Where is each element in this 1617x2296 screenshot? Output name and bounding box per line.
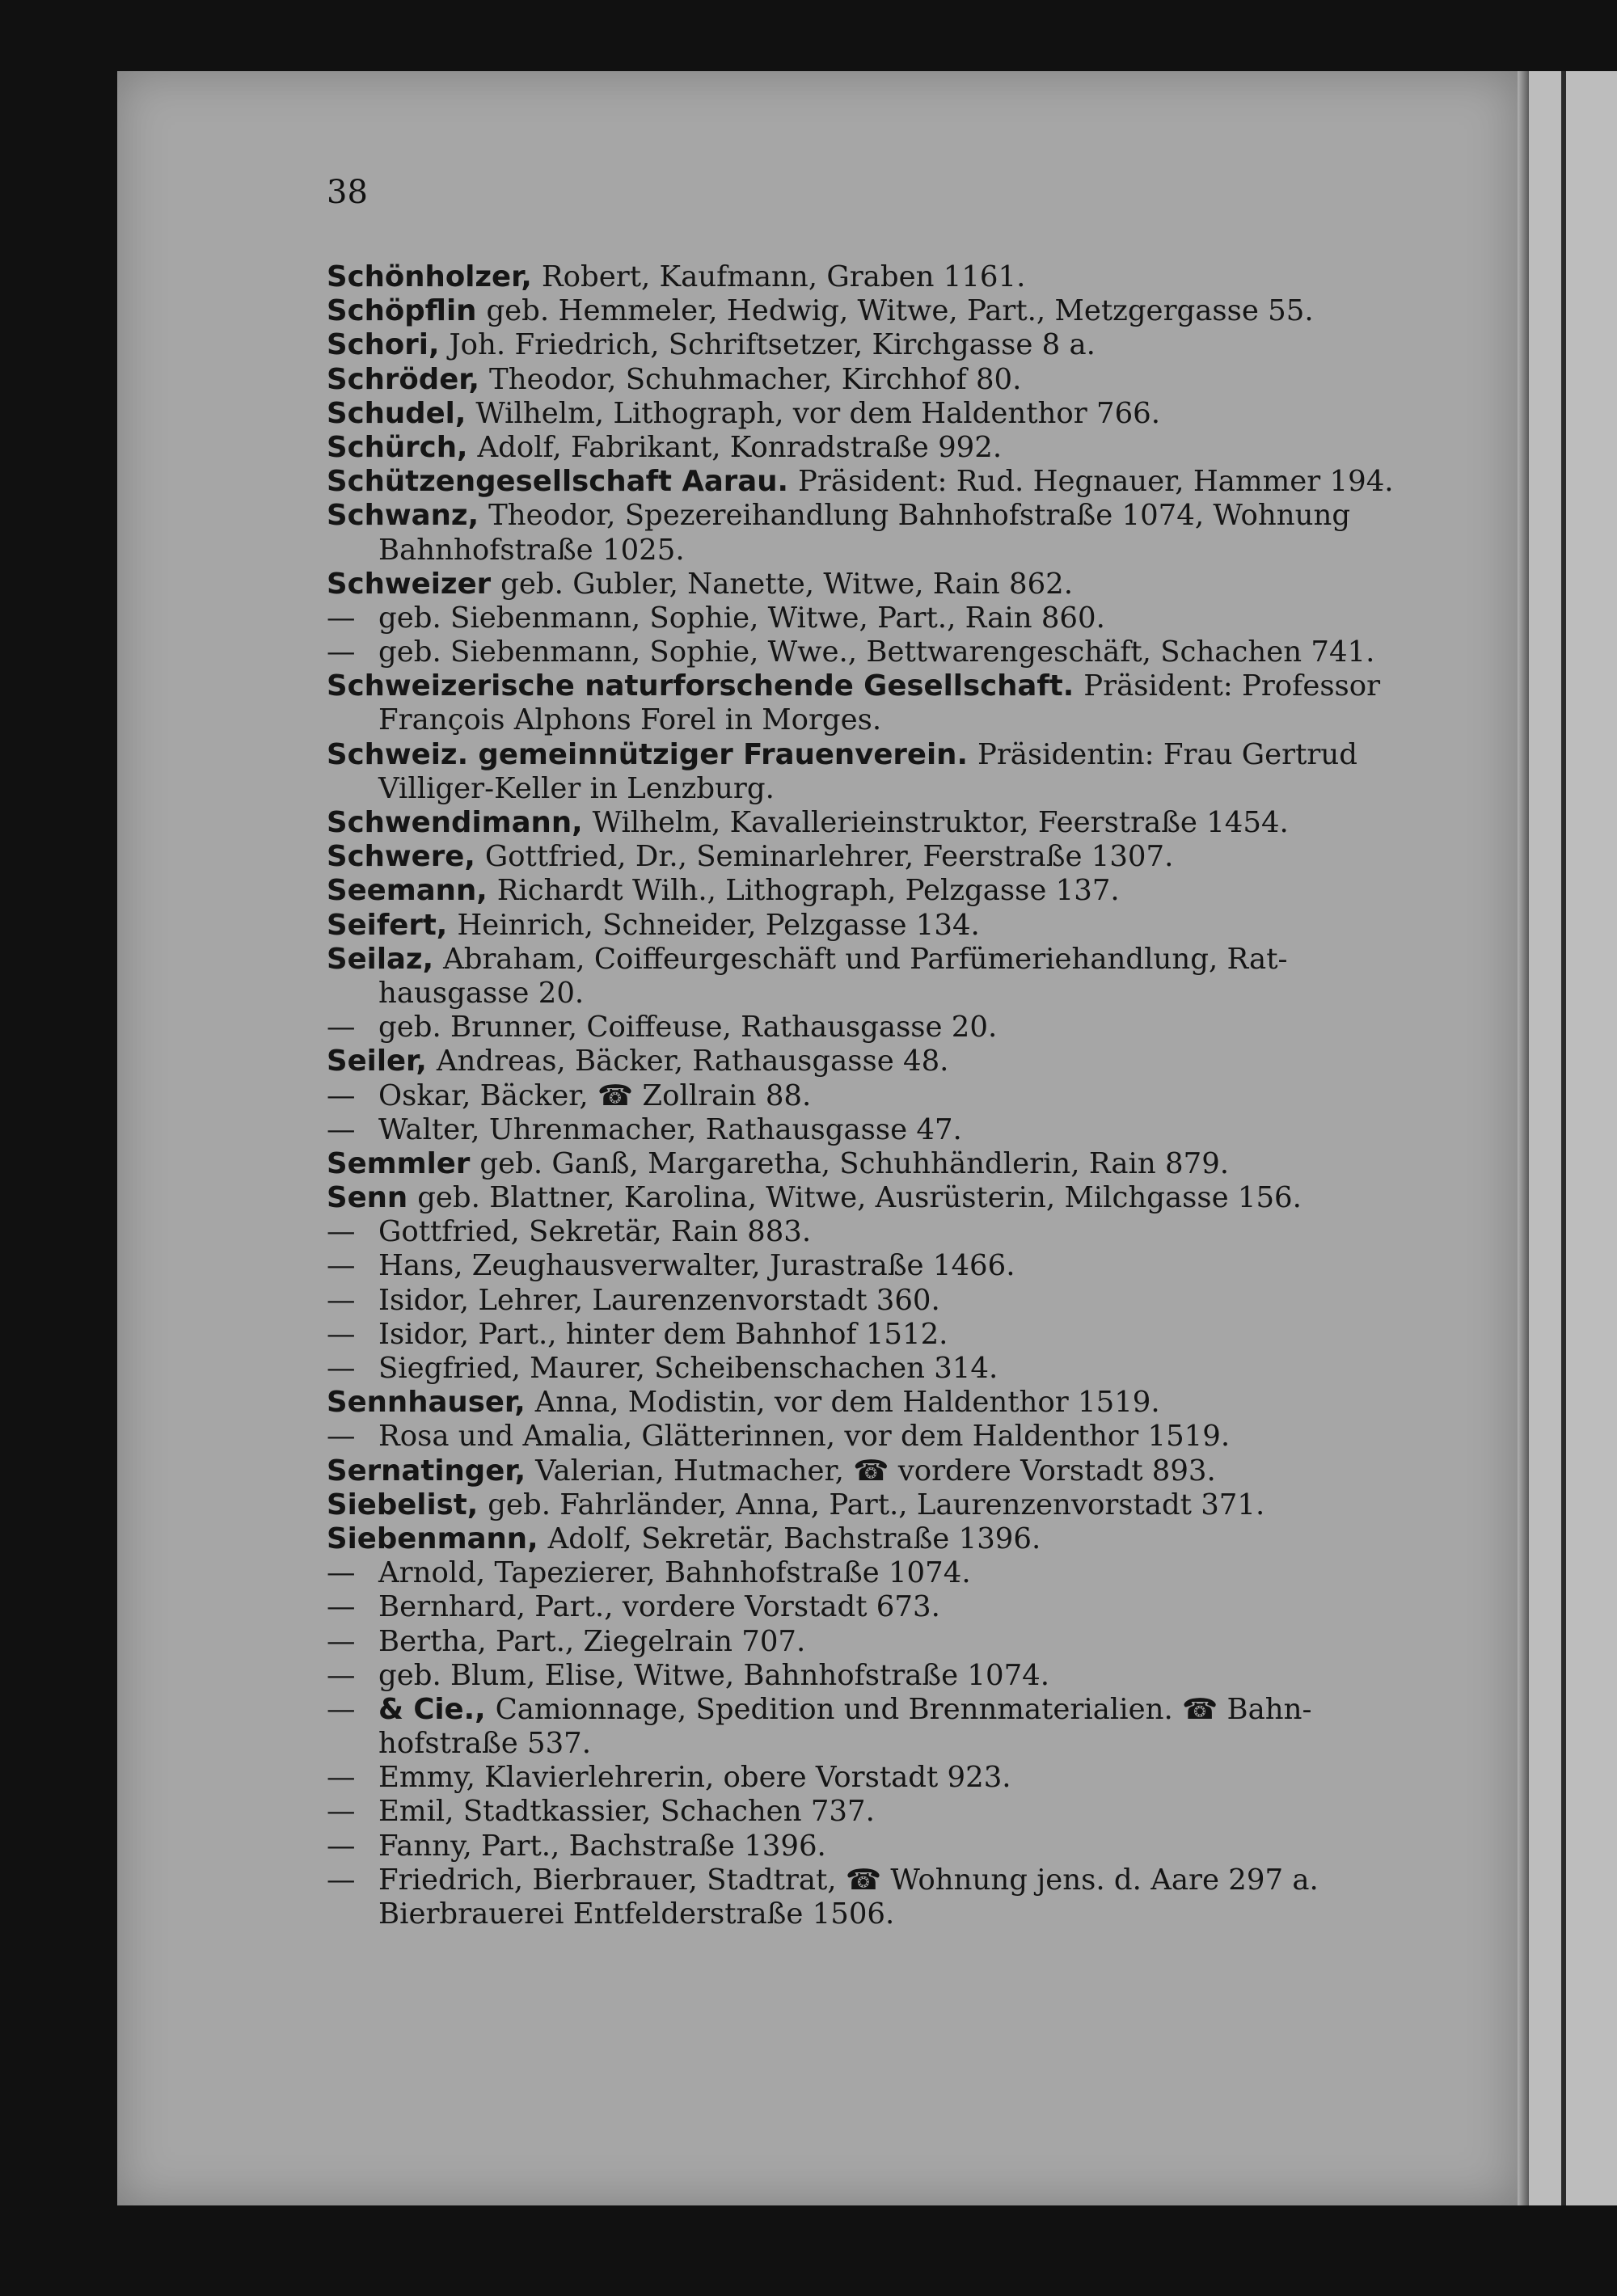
directory-line bbox=[327, 397, 1402, 431]
directory-line bbox=[327, 1556, 1402, 1590]
directory-entries bbox=[327, 260, 1402, 1931]
directory-line bbox=[327, 1318, 1402, 1352]
ditto-dash: — bbox=[327, 1624, 356, 1658]
adjacent-page-edge bbox=[1529, 71, 1617, 2205]
directory-line bbox=[327, 431, 1402, 465]
entry-text: Richardt Wilh., Lithograph, Pelzgasse 137. bbox=[496, 874, 1120, 908]
ditto-dash: — bbox=[327, 1658, 356, 1692]
ditto-dash: — bbox=[327, 1078, 356, 1112]
directory-line bbox=[327, 943, 1402, 977]
directory-line bbox=[327, 806, 1402, 840]
entry-text: Heinrich, Schneider, Pelzgasse 134. bbox=[457, 908, 980, 942]
entry-text: geb. Blum, Elise, Witwe, Bahnhofstraße 1074. bbox=[378, 1658, 1050, 1692]
directory-line bbox=[327, 328, 1402, 362]
entry-name: Schröder, bbox=[327, 362, 480, 396]
entry-text: Anna, Modistin, vor dem Haldenthor 1519. bbox=[534, 1386, 1160, 1420]
entry-text: Bertha, Part., Ziegelrain 707. bbox=[378, 1624, 806, 1658]
entry-text: Bahnhofstraße 1025. bbox=[378, 533, 685, 567]
entry-name: Siebelist, bbox=[327, 1488, 479, 1522]
directory-line bbox=[327, 1249, 1402, 1283]
entry-name: Siebenmann, bbox=[327, 1522, 538, 1555]
directory-line bbox=[327, 1488, 1402, 1522]
entry-name: Schweizerische naturforschende Gesellschaft. bbox=[327, 669, 1074, 703]
directory-line bbox=[327, 772, 1402, 806]
entry-name: Schori, bbox=[327, 328, 440, 362]
ditto-dash: — bbox=[327, 1011, 356, 1045]
entry-text: geb. Brunner, Coiffeuse, Rathausgasse 20. bbox=[378, 1011, 998, 1045]
ditto-dash: — bbox=[327, 1283, 356, 1317]
ditto-dash: — bbox=[327, 1863, 356, 1897]
entry-text: Theodor, Schuhmacher, Kirchhof 80. bbox=[489, 362, 1022, 396]
ditto-dash: — bbox=[327, 1112, 356, 1146]
entry-name: Schützengesellschaft Aarau. bbox=[327, 465, 788, 499]
entry-text: Emmy, Klavierlehrerin, obere Vorstadt 923. bbox=[378, 1761, 1011, 1795]
edge-line bbox=[1561, 71, 1566, 2205]
entry-text: Gottfried, Sekretär, Rain 883. bbox=[378, 1215, 812, 1249]
entry-text: Präsidentin: Frau Gertrud bbox=[977, 737, 1357, 771]
entry-text: Isidor, Part., hinter dem Bahnhof 1512. bbox=[378, 1317, 948, 1351]
directory-line bbox=[327, 1693, 1402, 1727]
entry-name: Schwendimann, bbox=[327, 806, 583, 839]
directory-line bbox=[327, 1420, 1402, 1454]
directory-line bbox=[327, 1830, 1402, 1863]
directory-line bbox=[327, 635, 1402, 669]
directory-line bbox=[327, 1522, 1402, 1556]
ditto-dash: — bbox=[327, 1761, 356, 1795]
entry-text: Villiger-Keller in Lenzburg. bbox=[378, 771, 775, 805]
directory-line bbox=[327, 1045, 1402, 1078]
ditto-dash: — bbox=[327, 601, 356, 635]
entry-text: geb. Siebenmann, Sophie, Witwe, Part., Rain 860. bbox=[378, 601, 1105, 635]
entry-text: Emil, Stadtkassier, Schachen 737. bbox=[378, 1795, 875, 1829]
entry-text: hofstraße 537. bbox=[378, 1727, 592, 1761]
directory-line bbox=[327, 1079, 1402, 1113]
directory-line bbox=[327, 1727, 1402, 1761]
ditto-dash: — bbox=[327, 635, 356, 669]
entry-name: Schönholzer, bbox=[327, 260, 532, 293]
entry-text: Valerian, Hutmacher, ☎ vordere Vorstadt 893. bbox=[535, 1454, 1216, 1488]
entry-name: Schudel, bbox=[327, 396, 467, 430]
directory-line bbox=[327, 1147, 1402, 1181]
entry-text: Joh. Friedrich, Schriftsetzer, Kirchgasse 8 a. bbox=[449, 328, 1096, 362]
ditto-dash: — bbox=[327, 1556, 356, 1590]
entry-text: Adolf, Fabrikant, Konradstraße 992. bbox=[477, 430, 1003, 464]
entry-name: Sernatinger, bbox=[327, 1454, 526, 1488]
entry-text: Isidor, Lehrer, Laurenzenvorstadt 360. bbox=[378, 1283, 940, 1317]
directory-line bbox=[327, 1352, 1402, 1386]
entry-text: geb. Fahrländer, Anna, Part., Laurenzenvorstadt 371. bbox=[488, 1488, 1265, 1522]
ditto-dash: — bbox=[327, 1317, 356, 1351]
entry-text: geb. Hemmeler, Hedwig, Witwe, Part., Metzgergasse 55. bbox=[486, 294, 1314, 328]
entry-text: Bierbrauerei Entfelderstraße 1506. bbox=[378, 1897, 895, 1931]
ditto-dash: — bbox=[327, 1352, 356, 1385]
entry-text: Walter, Uhrenmacher, Rathausgasse 47. bbox=[378, 1112, 962, 1146]
directory-line bbox=[327, 874, 1402, 908]
entry-text: Friedrich, Bierbrauer, Stadtrat, ☎ Wohnung jens. d. Aare 297 a. bbox=[378, 1863, 1319, 1897]
directory-line bbox=[327, 1181, 1402, 1215]
entry-name: Schürch, bbox=[327, 430, 468, 464]
directory-line bbox=[327, 534, 1402, 568]
directory-line bbox=[327, 1215, 1402, 1249]
entry-name: Seiler, bbox=[327, 1045, 427, 1078]
entry-text: Theodor, Spezereihandlung Bahnhofstraße 1074, Wohnung bbox=[488, 499, 1351, 533]
entry-text: Gottfried, Dr., Seminarlehrer, Feerstraße 1307. bbox=[484, 840, 1174, 874]
directory-line bbox=[327, 294, 1402, 328]
entry-name: & Cie., bbox=[378, 1692, 486, 1726]
directory-line bbox=[327, 568, 1402, 601]
entry-name: Seilaz, bbox=[327, 942, 434, 976]
entry-text: Wilhelm, Lithograph, vor dem Haldenthor 766. bbox=[475, 396, 1161, 430]
entry-text: Arnold, Tapezierer, Bahnhofstraße 1074. bbox=[378, 1556, 971, 1590]
directory-line bbox=[327, 1284, 1402, 1318]
entry-text: Oskar, Bäcker, ☎ Zollrain 88. bbox=[378, 1078, 812, 1112]
directory-line bbox=[327, 1761, 1402, 1795]
entry-name: Schweiz. gemeinnütziger Frauenverein. bbox=[327, 737, 968, 771]
entry-text: geb. Siebenmann, Sophie, Wwe., Bettwarengeschäft, Schachen 741. bbox=[378, 635, 1375, 669]
directory-line bbox=[327, 977, 1402, 1011]
directory-line bbox=[327, 363, 1402, 397]
directory-line bbox=[327, 1659, 1402, 1693]
directory-line bbox=[327, 703, 1402, 737]
directory-line bbox=[327, 909, 1402, 943]
directory-line bbox=[327, 1795, 1402, 1829]
entry-text: Robert, Kaufmann, Graben 1161. bbox=[541, 260, 1026, 293]
entry-text: Siegfried, Maurer, Scheibenschachen 314. bbox=[378, 1352, 998, 1385]
entry-name: Schwanz, bbox=[327, 499, 479, 533]
entry-name: Schweizer bbox=[327, 567, 492, 601]
directory-line bbox=[327, 601, 1402, 635]
entry-text: Andreas, Bäcker, Rathausgasse 48. bbox=[436, 1045, 949, 1078]
ditto-dash: — bbox=[327, 1249, 356, 1283]
ditto-dash: — bbox=[327, 1692, 356, 1726]
entry-text: Rosa und Amalia, Glätterinnen, vor dem Haldenthor 1519. bbox=[378, 1420, 1231, 1454]
ditto-dash: — bbox=[327, 1829, 356, 1863]
entry-text: Hans, Zeughausverwalter, Jurastraße 1466. bbox=[378, 1249, 1015, 1283]
ditto-dash: — bbox=[327, 1590, 356, 1624]
entry-text: hausgasse 20. bbox=[378, 976, 585, 1010]
directory-line bbox=[327, 1863, 1402, 1897]
entry-name: Senn bbox=[327, 1181, 408, 1215]
entry-text: Präsident: Rud. Hegnauer, Hammer 194. bbox=[798, 465, 1394, 499]
directory-line bbox=[327, 669, 1402, 703]
entry-text: geb. Ganß, Margaretha, Schuhhändlerin, Rain 879. bbox=[479, 1146, 1230, 1180]
entry-text: Camionnage, Spedition und Brennmaterialien. ☎ Bahn- bbox=[495, 1692, 1312, 1726]
entry-text: Fanny, Part., Bachstraße 1396. bbox=[378, 1829, 826, 1863]
entry-name: Seifert, bbox=[327, 908, 448, 942]
directory-line bbox=[327, 1590, 1402, 1624]
entry-text: geb. Gubler, Nanette, Witwe, Rain 862. bbox=[500, 567, 1074, 601]
entry-text: Adolf, Sekretär, Bachstraße 1396. bbox=[547, 1522, 1041, 1555]
entry-name: Schöpflin bbox=[327, 294, 477, 328]
ditto-dash: — bbox=[327, 1420, 356, 1454]
page-spine-shadow bbox=[1518, 71, 1529, 2205]
entry-name: Sennhauser, bbox=[327, 1386, 526, 1420]
directory-line bbox=[327, 260, 1402, 294]
directory-line bbox=[327, 1454, 1402, 1488]
directory-line bbox=[327, 1386, 1402, 1420]
page-number: 38 bbox=[327, 174, 368, 211]
entry-text: Präsident: Professor bbox=[1083, 669, 1381, 703]
directory-line bbox=[327, 1897, 1402, 1931]
directory-line bbox=[327, 738, 1402, 772]
directory-line bbox=[327, 465, 1402, 499]
directory-line bbox=[327, 840, 1402, 874]
directory-line bbox=[327, 1625, 1402, 1659]
entry-text: Wilhelm, Kavallerieinstruktor, Feerstraße 1454. bbox=[592, 806, 1289, 839]
entry-text: Bernhard, Part., vordere Vorstadt 673. bbox=[378, 1590, 940, 1624]
directory-line bbox=[327, 499, 1402, 533]
entry-name: Schwere, bbox=[327, 840, 475, 874]
entry-name: Semmler bbox=[327, 1146, 471, 1180]
entry-text: François Alphons Forel in Morges. bbox=[378, 703, 882, 737]
directory-line bbox=[327, 1011, 1402, 1045]
entry-text: Abraham, Coiffeurgeschäft und Parfümeriehandlung, Rat- bbox=[443, 942, 1288, 976]
entry-name: Seemann, bbox=[327, 874, 488, 908]
ditto-dash: — bbox=[327, 1795, 356, 1829]
directory-line bbox=[327, 1113, 1402, 1147]
ditto-dash: — bbox=[327, 1215, 356, 1249]
entry-text: geb. Blattner, Karolina, Witwe, Ausrüsterin, Milchgasse 156. bbox=[417, 1181, 1302, 1215]
